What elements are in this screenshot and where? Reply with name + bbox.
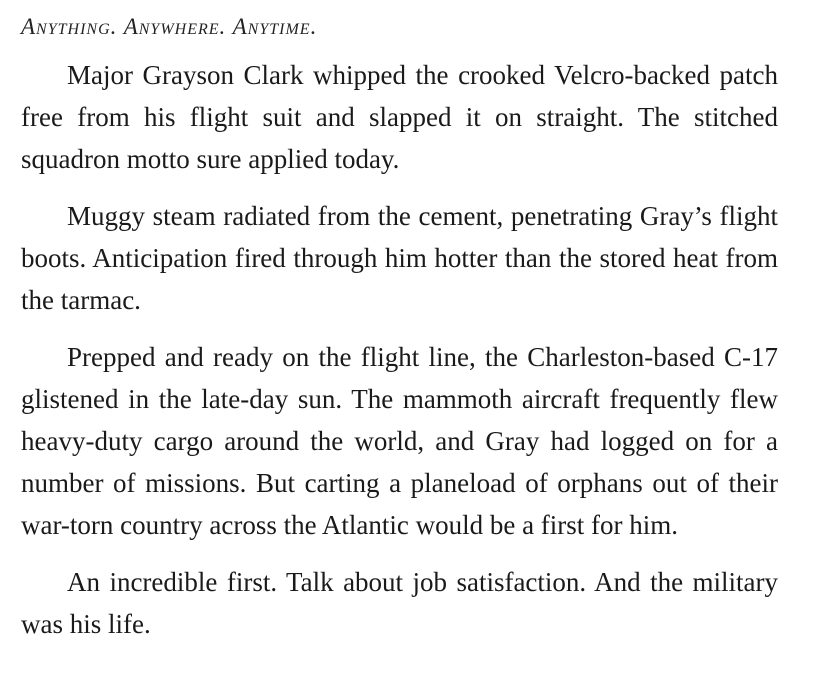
paragraph-1: Major Grayson Clark whipped the crooked Velcro-backed patch free from his flight suit and slapped it on straight. The stitched squadron motto sure applied today. xyxy=(21,60,778,174)
paragraph-3: Prepped and ready on the flight line, the Charleston-based C-17 glistened in the late-day sun. The mammoth aircraft frequently flew heavy-duty cargo around the world, and Gray had logged on for a number of missions. But carting a planeload of orphans out of their war-torn country across the Atlantic would be a first for him. xyxy=(21,342,778,540)
paragraph-4: An incredible first. Talk about job satisfaction. And the military was his life. xyxy=(21,567,778,639)
paragraph-2: Muggy steam radiated from the cement, penetrating Gray’s flight boots. Anticipation fired through him hotter than the stored heat from the tarmac. xyxy=(21,201,778,315)
squadron-motto: Anything. Anywhere. Anytime. xyxy=(21,14,318,39)
document-page xyxy=(21,10,778,660)
